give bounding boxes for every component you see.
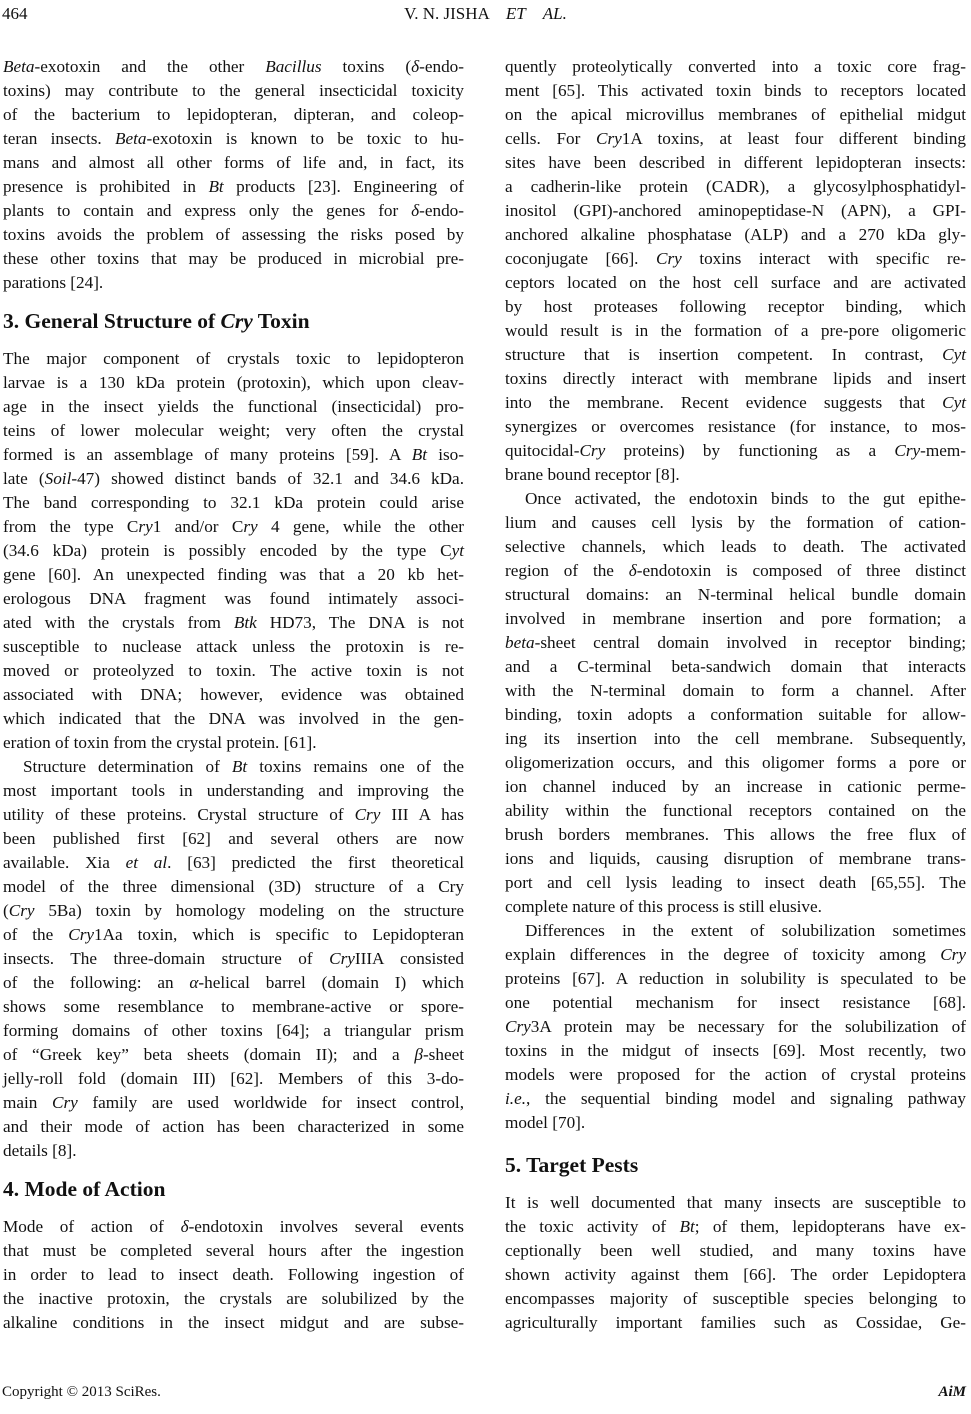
section-3-paragraph-1 [3,347,464,755]
journal-abbreviation: AiM [938,1384,966,1400]
text-line: selective channels, which leads to death. The activated [505,537,966,556]
text-line: and a C-terminal beta-sandwich domain that interacts [505,657,966,676]
section-4-paragraph-1 [3,1215,464,1335]
section-4-paragraph-1-continued [505,55,966,487]
text-line: forming domains of other toxins [64]; a triangular prism [3,1021,464,1040]
text-line: toxins avoids the problem of assessing the risks posed by [3,225,464,244]
text-line: of the following: an α-helical barrel (domain I) which [3,973,464,992]
text-line: quently proteolytically converted into a toxic core frag- [505,57,966,76]
text-line: model [70]. [505,1113,586,1132]
text-line: which indicated that the DNA was involved in the gen- [3,709,464,728]
text-line: model of the three dimensional (3D) structure of a Cry [3,877,464,896]
text-line: explain differences in the degree of toxicity among Cry [505,945,966,964]
text-line: Cry3A protein may be necessary for the solubilization of [505,1017,966,1036]
text-line: ion channel induced by an increase in cationic perme- [505,777,966,796]
text-line: involved in membrane insertion and pore formation; a [505,609,966,628]
text-line: agriculturally important families such as Cossidae, Ge- [505,1313,966,1332]
text-line: and their mode of action has been characterized in some [3,1117,464,1136]
text-line: teins of lower molecular weight; very often the crystal [3,421,464,440]
text-line: that must be completed several hours after the ingestion [3,1241,464,1260]
text-line: synergizes or overcomes resistance (for instance, to mos- [505,417,966,436]
text-line: moved or proteolyzed to toxin. The active toxin is not [3,661,464,680]
text-line: presence is prohibited in Bt products [23]. Engineering of [3,177,464,196]
text-line: toxins directly interact with membrane lipids and insert [505,369,966,388]
text-line: shows some resemblance to membrane-active or spore- [3,997,464,1016]
text-line: most important tools in understanding and improving the [3,781,464,800]
text-line: age in the insect yields the functional (insecticidal) pro- [3,397,464,416]
text-line: plants to contain and express only the genes for δ-endo- [3,201,464,220]
text-line: region of the δ-endotoxin is composed of three distinct [505,561,966,580]
running-head-authors: V. N. JISHA [404,4,489,23]
text-line: a cadherin-like protein (CADR), a glycosylphosphatidyl- [505,177,966,196]
section-3-heading: 3. General Structure of Cry Toxin [3,309,310,333]
text-line: structure that is insertion competent. In contrast, Cyt [505,345,966,364]
text-line: complete nature of this process is still elusive. [505,897,822,916]
text-line: associated with DNA; however, evidence was obtained [3,685,464,704]
text-line: ability within the functional receptors contained on the [505,801,966,820]
text-line: would result is in the formation of a pre-pore oligomeric [505,321,966,340]
text-line: beta-sheet central domain involved in receptor binding; [505,633,966,652]
text-line: ing its insertion into the cell membrane. Subsequently, [505,729,966,748]
text-line: inositol (GPI)-anchored aminopeptidase-N (APN), a GPI- [505,201,966,220]
text-line: (Cry 5Ba) toxin by homology modeling on the structure [3,901,464,920]
text-line: binding, toxin adopts a conformation suitable for allow- [505,705,966,724]
text-line: details [8]. [3,1141,77,1160]
text-line: brane bound receptor [8]. [505,465,680,484]
section-3-paragraph-2 [3,755,464,1163]
text-line: quitocidal-Cry proteins) by functioning as a Cry-mem- [505,441,966,460]
text-line: utility of these proteins. Crystal structure of Cry III A has [3,805,464,824]
text-line: cells. For Cry1A toxins, at least four different binding [505,129,966,148]
text-line: models were proposed for the action of crystal proteins [505,1065,966,1084]
text-line: parations [24]. [3,273,104,292]
text-line: on the apical microvillus membranes of epithelial midgut [505,105,966,124]
text-line: insects. The three-domain structure of CryIIIA consisted [3,949,464,968]
text-line: the toxic activity of Bt; of them, lepidopterans have ex- [505,1217,966,1236]
text-line: gene [60]. An unexpected finding was that a 20 kb het- [3,565,464,584]
text-line: ated with the crystals from Btk HD73, The DNA is not [3,613,464,632]
section-4-heading: 4. Mode of Action [3,1177,166,1201]
text-line: the inactive protoxin, the crystals are solubilized by the [3,1289,464,1308]
text-line: shown activity against them [66]. The order Lepidoptera [505,1265,966,1284]
text-line: brush borders membranes. This allows the free flux of [505,825,966,844]
text-line: proteins [67]. A reduction in solubility is speculated to be [505,969,966,988]
text-line: ceptionally been well studied, and many toxins have [505,1241,966,1260]
intro-paragraph [3,55,464,295]
section-4-paragraph-2 [505,487,966,919]
text-line: i.e., the sequential binding model and signaling pathway [505,1089,966,1108]
text-line: erologous DNA fragment was found intimately associ- [3,589,464,608]
text-line: in order to lead to insect death. Following ingestion of [3,1265,464,1284]
text-line: late (Soil-47) showed distinct bands of 32.1 and 34.6 kDa. [3,469,464,488]
text-line: been published first [62] and several others are now [3,829,464,848]
page-header [0,0,971,30]
text-line: formed is an assemblage of many proteins [59]. A Bt iso- [3,445,465,464]
text-line: with the N-terminal domain to form a channel. After [505,681,966,700]
text-line: into the membrane. Recent evidence suggests that Cyt [505,393,966,412]
page-number: 464 [2,4,28,23]
text-line: of “Greek key” beta sheets (domain II); and a β-sheet [3,1045,464,1064]
text-line: oligomerization occurs, and this oligomer forms a pore or [505,753,966,772]
text-line: port and cell lysis leading to insect death [65,55]. The [505,873,966,892]
text-line: available. Xia et al. [63] predicted the first theoretical [3,853,464,872]
text-line: (34.6 kDa) protein is possibly encoded by the type Cyt [3,541,464,560]
text-line: mans and almost all other forms of life and, in fact, its [3,153,464,172]
right-column [505,55,966,1335]
text-line: encompasses majority of susceptible species belonging to [505,1289,966,1308]
text-line: lium and causes cell lysis by the formation of cation- [505,513,966,532]
text-line: ment [65]. This activated toxin binds to receptors located [505,81,966,100]
section-5-heading: 5. Target Pests [505,1153,639,1177]
section-5-paragraph-1 [505,1191,966,1335]
text-line: anchored alkaline phosphatase (ALP) and a 270 kDa gly- [505,225,966,244]
text-line: main Cry family are used worldwide for insect control, [3,1093,464,1112]
text-line: toxins) may contribute to the general insecticidal toxicity [3,81,464,100]
text-line: jelly-roll fold (domain III) [62]. Members of this 3-do- [3,1069,464,1088]
text-line: these other toxins that may be produced in microbial pre- [3,249,464,268]
text-line: structural domains: an N-terminal helical bundle domain [505,585,966,604]
text-line: Structure determination of Bt toxins remains one of the [23,757,464,776]
text-line: sites have been described in different lepidopteran insects: [505,153,966,172]
text-line: larvae is a 130 kDa protein (protoxin), which upon cleav- [3,373,464,392]
running-head [0,4,971,24]
text-line: Mode of action of δ-endotoxin involves several events [3,1217,464,1236]
left-column [3,55,464,1335]
text-line: Once activated, the endotoxin binds to the gut epithe- [525,489,966,508]
text-line: teran insects. Beta-exotoxin is known to be toxic to hu- [3,129,464,148]
section-4-paragraph-3 [505,919,966,1135]
text-line: susceptible to nuclease attack unless the protoxin is re- [3,637,464,656]
text-line: coconjugate [66]. Cry toxins interact with specific re- [505,249,967,268]
text-line: The band corresponding to 32.1 kDa protein could arise [3,493,464,512]
running-head-et: ET [505,4,526,23]
text-line: of the bacterium to lepidopteran, dipteran, and coleop- [3,105,464,124]
text-line: Differences in the extent of solubilization sometimes [525,921,966,940]
text-line: Beta-exotoxin and the other Bacillus toxins (δ-endo- [3,57,464,76]
text-line: alkaline conditions in the insect midgut and are subse- [3,1313,464,1332]
text-line: toxins in the midgut of insects [69]. Most recently, two [505,1041,966,1060]
text-line: by host proteases following receptor binding, which [505,297,966,316]
text-line: The major component of crystals toxic to lepidopteron [3,349,464,368]
copyright-notice: Copyright © 2013 SciRes. [2,1384,161,1400]
text-line: It is well documented that many insects are susceptible to [505,1193,966,1212]
text-line: ions and liquids, causing disruption of membrane trans- [505,849,966,868]
text-line: from the type Cry1 and/or Cry 4 gene, while the other [3,517,465,536]
text-line: one potential mechanism for insect resistance [68]. [505,993,966,1012]
text-line: ceptors located on the host cell surface and are activated [505,273,966,292]
running-head-al: AL. [542,4,567,23]
text-line: eration of toxin from the crystal protein. [61]. [3,733,317,752]
text-line: of the Cry1Aa toxin, which is specific to Lepidopteran [3,925,464,944]
